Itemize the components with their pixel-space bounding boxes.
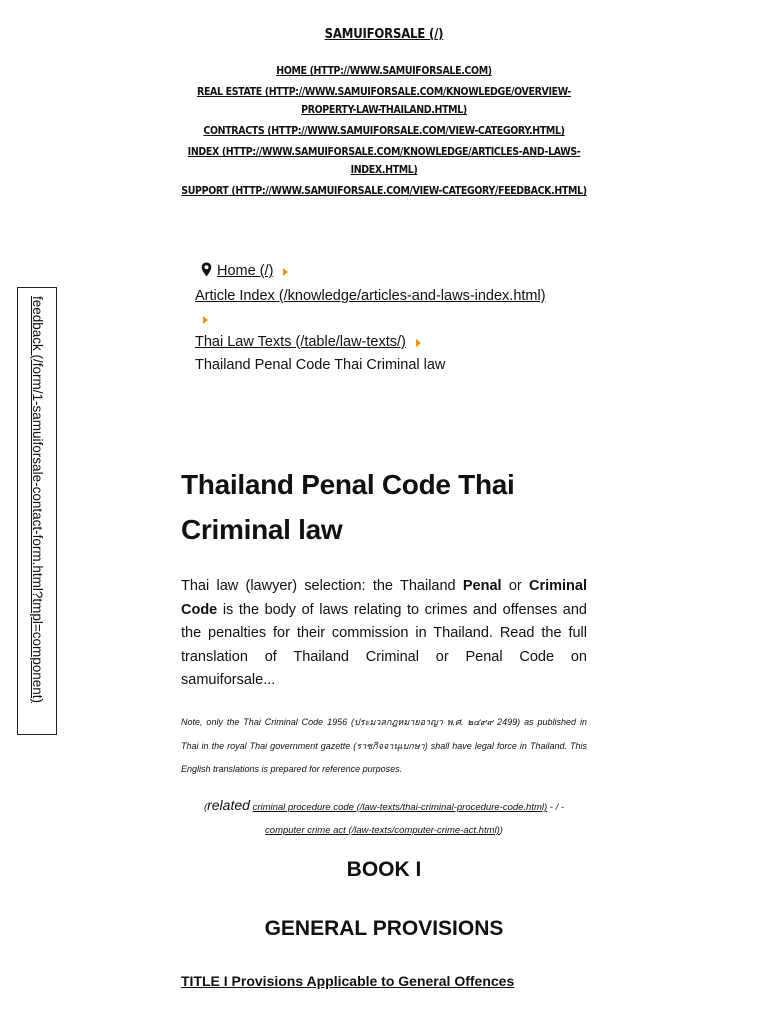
breadcrumb-arrow-icon bbox=[283, 268, 288, 276]
breadcrumb-arrow-icon bbox=[416, 339, 421, 347]
nav-contracts-link[interactable]: CONTRACTS (HTTP://WWW.SAMUIFORSALE.COM/VIEW-CATEGORY.HTML) bbox=[203, 125, 565, 137]
breadcrumb-home-link[interactable]: Home (/) bbox=[217, 263, 274, 279]
breadcrumb-current: Thailand Penal Code Thai Criminal law bbox=[195, 357, 446, 373]
legal-note: Note, only the Thai Criminal Code 1956 (ประมวลกฎหมายอาญา พ.ศ. ๒๔๙๙ 2499) as published in Thai in the royal Thai government gazette (ราชกิจจานุเบกษา) shall have legal force in Thailand. This English translations is prepared for reference purposes. bbox=[181, 717, 587, 774]
site-title[interactable]: SAMUIFORSALE (/) bbox=[324, 27, 444, 42]
feedback-tab-label[interactable]: feedback (/form/1-samuiforsale-contact-form.html?tmpl=component) bbox=[30, 296, 45, 704]
page-title: Thailand Penal Code Thai Criminal law bbox=[181, 469, 515, 545]
nav-support-link[interactable]: SUPPORT (HTTP://WWW.SAMUIFORSALE.COM/VIEW-CATEGORY/FEEDBACK.HTML) bbox=[181, 185, 587, 197]
intro-paragraph: Thai law (lawyer) selection: the Thailand Penal or Criminal Code is the body of laws relating to crimes and offenses and the penalties for their commission in Thailand. Read the full translation of Thailand Criminal or Penal Code on samuiforsale... bbox=[181, 578, 587, 688]
related-links: (related criminal procedure code (/law-texts/thai-criminal-procedure-code.html) - / - computer crime act (/law-texts/computer-crime-act.html)) bbox=[203, 797, 565, 836]
breadcrumb bbox=[195, 260, 595, 377]
nav-real-estate-link[interactable]: REAL ESTATE (HTTP://WWW.SAMUIFORSALE.COM/KNOWLEDGE/OVERVIEW-PROPERTY-LAW-THAILAND.HTML) bbox=[197, 86, 571, 116]
nav-home-link[interactable]: HOME (HTTP://WWW.SAMUIFORSALE.COM) bbox=[276, 65, 492, 77]
main-nav bbox=[170, 62, 598, 203]
breadcrumb-law-texts-link[interactable]: Thai Law Texts (/table/law-texts/) bbox=[195, 334, 406, 350]
breadcrumb-article-index-link[interactable]: Article Index (/knowledge/articles-and-laws-index.html) bbox=[195, 288, 546, 304]
feedback-tab[interactable] bbox=[17, 287, 57, 735]
breadcrumb-arrow-icon bbox=[203, 316, 208, 324]
related-computer-crime-link[interactable]: computer crime act (/law-texts/computer-crime-act.html) bbox=[265, 825, 500, 836]
location-pin-icon bbox=[201, 262, 217, 285]
nav-index-link[interactable]: INDEX (HTTP://WWW.SAMUIFORSALE.COM/KNOWLEDGE/ARTICLES-AND-LAWS-INDEX.HTML) bbox=[187, 146, 581, 176]
general-provisions-heading: GENERAL PROVISIONS bbox=[264, 917, 504, 940]
book-heading: BOOK I bbox=[346, 858, 422, 881]
title-one-heading[interactable]: TITLE I Provisions Applicable to General Offences bbox=[181, 973, 515, 989]
related-criminal-procedure-link[interactable]: criminal procedure code (/law-texts/thai-criminal-procedure-code.html) bbox=[252, 802, 548, 813]
